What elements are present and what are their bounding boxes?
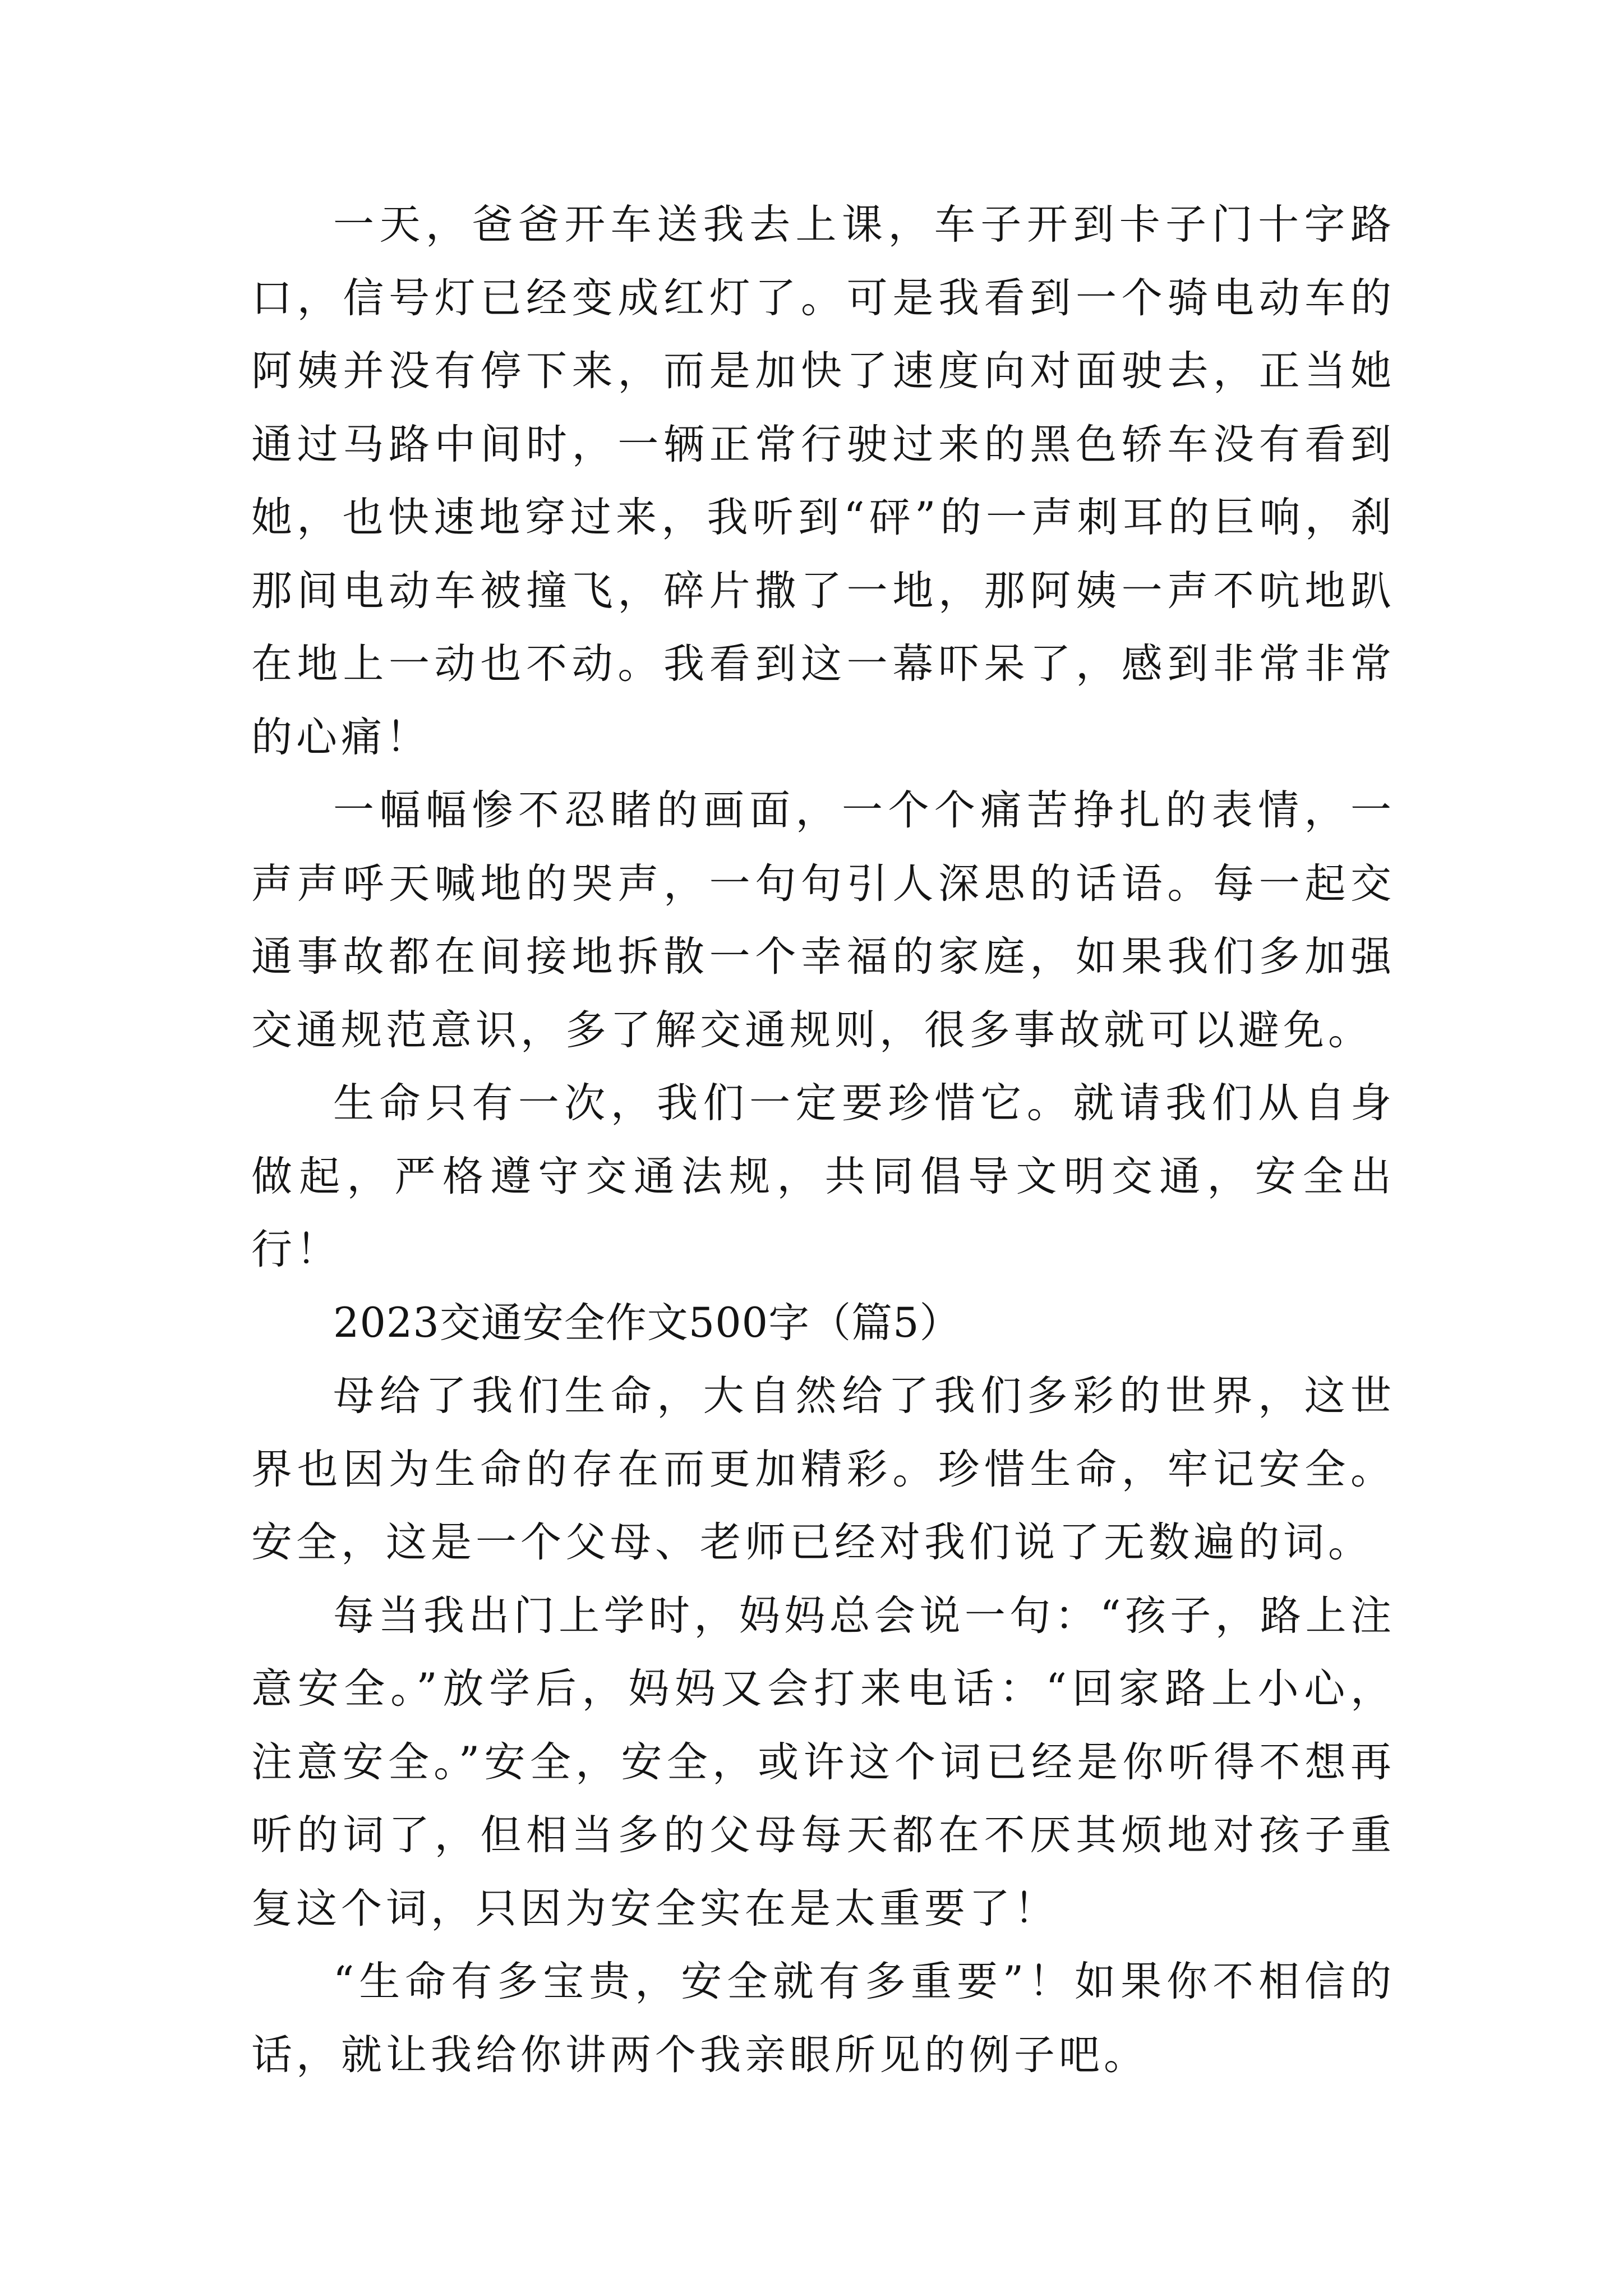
document-body bbox=[251, 188, 1395, 2092]
paragraph-life-importance: “生命有多宝贵，安全就有多重要”！如果你不相信的话，就让我给你讲两个我亲眼所见的例子吧。 bbox=[251, 1958, 1395, 2079]
paragraph-accident-story: 一天，爸爸开车送我去上课，车子开到卡子门十字路口，信号灯已经变成红灯了。可是我看到一个骑电动车的阿姨并没有停下来，而是加快了速度向对面驶去，正当她通过马路中间时，一辆正常行驶过来的黑色轿车没有看到她，也快速地穿过来，我听到“砰”的一声刺耳的巨响，刹那间电动车被撞飞，碎片撒了一地，那阿姨一声不吭地趴在地上一动也不动。我看到这一幕吓呆了，感到非常非常的心痛！ bbox=[251, 201, 1395, 761]
paragraph-parents-reminder: 每当我出门上学时，妈妈总会说一句：“孩子，路上注意安全。”放学后，妈妈又会打来电话：“回家路上小心，注意安全。”安全，安全，或许这个词已经是你听得不想再听的词了，但相当多的父母每天都在不厌其烦地对孩子重复这个词，只因为安全实在是太重要了！ bbox=[251, 1591, 1395, 1932]
paragraph-reflection: 一幅幅惨不忍睹的画面，一个个痛苦挣扎的表情，一声声呼天喊地的哭声，一句句引人深思的话语。每一起交通事故都在间接地拆散一个幸福的家庭，如果我们多加强交通规范意识，多了解交通规则，很多事故就可以避免。 bbox=[251, 786, 1395, 1054]
essay-heading: 2023交通安全作文500字（篇5） bbox=[333, 1299, 961, 1347]
paragraph-intro: 母给了我们生命，大自然给了我们多彩的世界，这世界也因为生命的存在而更加精彩。珍惜生命，牢记安全。安全，这是一个父母、老师已经对我们说了无数遍的词。 bbox=[251, 1372, 1395, 1566]
paragraph-cherish-life: 生命只有一次，我们一定要珍惜它。就请我们从自身做起，严格遵守交通法规，共同倡导文明交通，安全出行！ bbox=[251, 1079, 1395, 1273]
